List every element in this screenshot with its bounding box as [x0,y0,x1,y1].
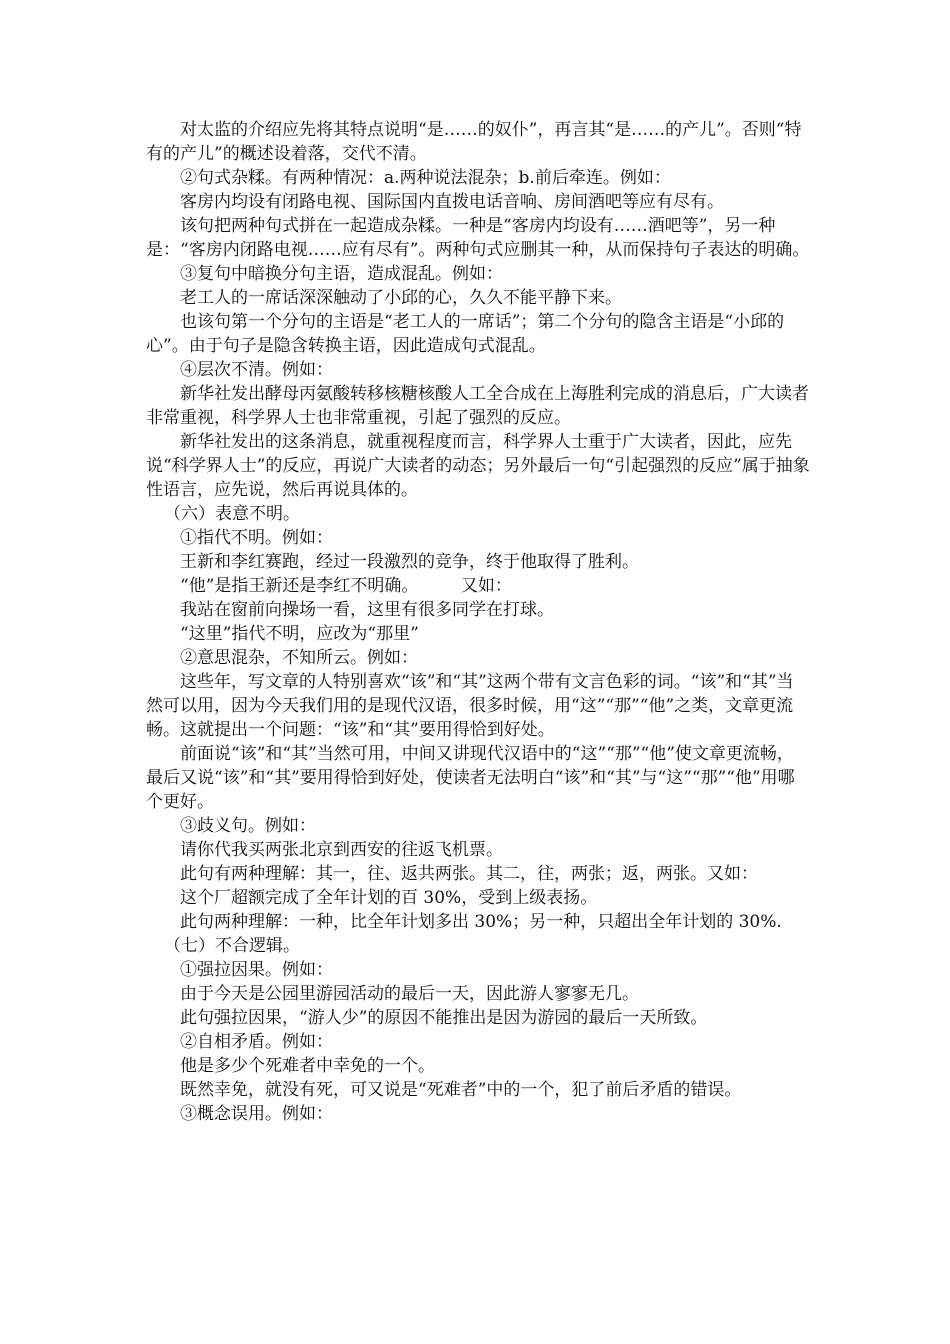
paragraph: 该句把两种句式拼在一起造成杂糅。一种是“客房内均设有……酒吧等”，另一种是：“客房内闭路电视……应有尽有”。两种句式应删其一种，从而保持句子表达的明确。 [146,216,810,260]
example-sentence: 客房内均设有闭路电视、国际国内直拨电话音响、房间酒吧等应有尽有。 [180,192,724,212]
example-sentence: 这些年，写文章的人特别喜欢“该”和“其”这两个带有文言色彩的词。“该”和“其”当然可以用，因为今天我们用的是现代汉语，很多时候，用“这”“那”“他”之类，文章更流畅。这就提出一个问题：“该”和“其”要用得恰到好处。 [146,672,794,740]
paragraph: 前面说“该”和“其”当然可用，中间又讲现代汉语中的“这”“那”“他”使文章更流畅，最后又说“该”和“其”要用得恰到好处，使读者无法明白“该”和“其”与“这”“那”“他”用哪个更好。 [146,744,795,812]
paragraph: 此句两种理解：一种，比全年计划多出 30%；另一种，只超出全年计划的 30%. [180,912,782,932]
example-sentence: 请你代我买两张北京到西安的往返飞机票。 [180,840,503,860]
example-sentence: 这个厂超额完成了全年计划的百 30%，受到上级表扬。 [180,888,598,908]
paragraph: 对太监的介绍应先将其特点说明“是……的奴仆”，再言其“是……的产儿”。否则“特有的产儿”的概述设着落，交代不清。 [146,120,802,164]
paragraph: ③歧义句。例如： [180,816,316,836]
paragraph: ④层次不清。例如： [180,360,333,380]
example-sentence: 我站在窗前向操场一看，这里有很多同学在打球。 [180,600,554,620]
paragraph: 此句有两种理解：其一，往、返共两张。其二，往，两张；返，两张。又如： [180,864,758,884]
section-heading: （六）表意不明。 [164,504,300,524]
paragraph: 新华社发出的这条消息，就重视程度而言，科学界人士重于广大读者，因此，应先说“科学界人士”的反应，再说广大读者的动态；另外最后一句“引起强烈的反应”属于抽象性语言，应先说，然后再说具体的。 [146,432,810,500]
paragraph: “他”是指王新还是李红不明确。 又如： [180,576,512,596]
example-sentence: 由于今天是公园里游园活动的最后一天，因此游人寥寥无几。 [180,984,639,1004]
paragraph: ②自相矛盾。例如： [180,1032,333,1052]
example-sentence: 他是多少个死难者中幸免的一个。 [180,1056,435,1076]
paragraph: 也该句第一个分句的主语是“老工人的一席话”；第二个分句的隐含主语是“小邱的心”。由于句子是隐含转换主语，因此造成句式混乱。 [146,312,785,356]
paragraph: ③复句中暗换分句主语，造成混乱。例如： [180,264,503,284]
paragraph: ①指代不明。例如： [180,528,333,548]
paragraph: 既然幸免，就没有死，可又说是“死难者”中的一个，犯了前后矛盾的错误。 [180,1080,742,1100]
paragraph: “这里”指代不明，应改为“那里” [180,624,419,644]
example-sentence: 老工人的一席话深深触动了小邱的心，久久不能平静下来。 [180,288,622,308]
paragraph: ②句式杂糅。有两种情况：a.两种说法混杂；b.前后牵连。例如： [180,168,671,188]
paragraph: ③概念误用。例如： [180,1104,333,1124]
paragraph: 此句强拉因果，“游人少”的原因不能推出是因为游园的最后一天所致。 [180,1008,708,1028]
example-sentence: 王新和李红赛跑，经过一段激烈的竞争，终于他取得了胜利。 [180,552,639,572]
section-heading: （七）不合逻辑。 [164,936,300,956]
paragraph: ②意思混杂，不知所云。例如： [180,648,418,668]
paragraph: ①强拉因果。例如： [180,960,333,980]
example-sentence: 新华社发出酵母丙氨酸转移核糖核酸人工全合成在上海胜利完成的消息后，广大读者非常重视，科学界人士也非常重视，引起了强烈的反应。 [146,384,809,428]
document-body [146,118,810,1126]
